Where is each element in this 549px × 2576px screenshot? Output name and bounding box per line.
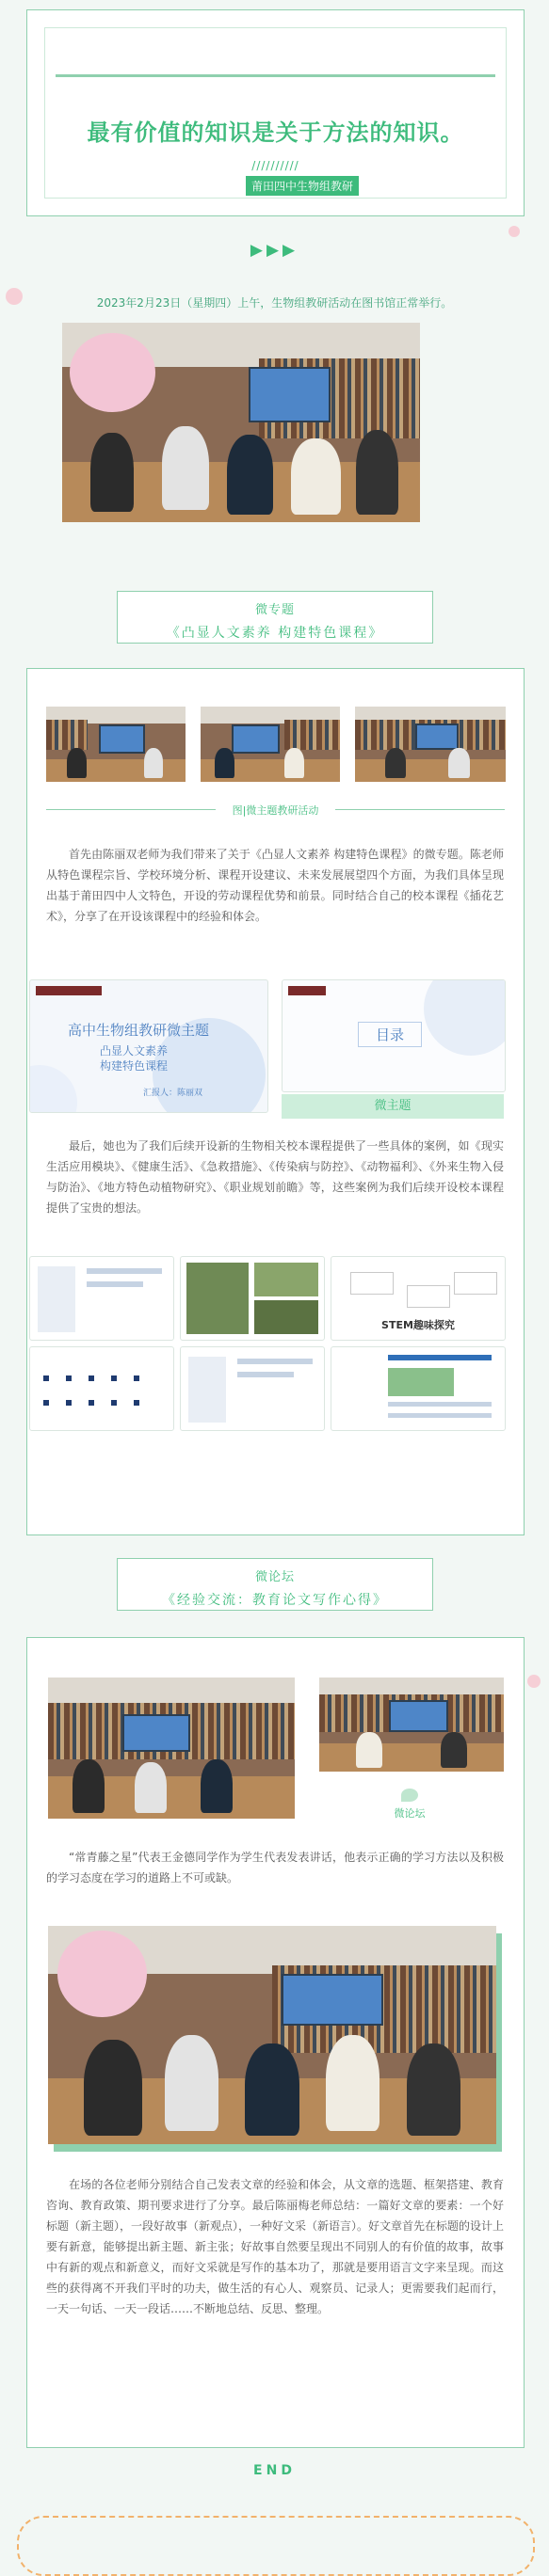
stem-label: STEM趣味探究 <box>381 1319 455 1331</box>
section1-para2: 最后，她也为了我们后续开设新的生物相关校本课程提供了一些具体的案例，如《现实生活应用模块》、《健康生活》、《急救措施》、《传染病与防控》、《动物福利》、《外来生物入侵与防治》、《地方特色动植物研究》、《职业规划前瞻》等，这些案例为我们后续开设校本课程提供了宝贵的想法。 <box>46 1139 504 1215</box>
title-top-rule <box>56 74 495 77</box>
headline: 最有价值的知识是关于方法的知识。 <box>87 119 464 146</box>
section1-caption-row <box>27 803 524 818</box>
section1-photo-1 <box>46 707 186 782</box>
case-slide-4 <box>29 1346 174 1431</box>
section2-para2: 在场的各位老师分别结合自己发表文章的经验和体会，从文章的选题、框架搭建、教育咨询、教育政策、期刊要求进行了分享。最后陈丽梅老师总结：一篇好文章的要素：一个好标题（新主题），一段好故事（新观点），一种好文采（新语言）。好文章首先在标题的设计上要有新意，能够提出新主题、新主张；好故事自然要呈现出不同别人的有价值的故事，故事中有新的观点和新意义，而好文采就是写作的基本功了，那就是要用语言文字来呈现。而这些的获得离不开我们平时的功夫，做生活的有心人、观察员、记录人；更需要我们起而行，一天一句话、一天一段话……不断地总结、反思、整理。 <box>46 2178 505 2315</box>
case-slide-5 <box>180 1346 325 1431</box>
case-slide-3 <box>331 1256 506 1341</box>
section2-photo-3 <box>48 1926 496 2144</box>
end-mark: END <box>253 2463 296 2478</box>
title-card <box>26 9 525 216</box>
section2-label-title: 《经验交流：教育论文写作心得》 <box>162 1593 388 1608</box>
section1-para1: 首先由陈丽双老师为我们带来了关于《凸显人文素养 构建特色课程》的微专题。陈老师从特色课程宗旨、学校环境分析、课程开设建议、未来发展展望四个方面，为我们具体呈现出基于莆田四中人文特色，开设的劳动课程优势和前景。同时结合自己的校本课程《插花艺术》，分享了在开设该课程中的经验和体会。 <box>46 848 504 923</box>
date-line: 2023年2月23日（星期四）上午，生物组教研活动在图书馆正常举行。 <box>96 296 453 310</box>
section1-photo-3 <box>355 707 506 782</box>
section2-label <box>117 1558 433 1611</box>
section2-caption-block <box>381 1789 438 1821</box>
section1-label-title: 《凸显人文素养 构建特色课程》 <box>166 626 384 641</box>
deco-petal <box>527 1675 541 1688</box>
slide-contents <box>282 979 506 1092</box>
section1-label-small: 微专题 <box>254 603 295 617</box>
section2-photo-2 <box>319 1678 504 1772</box>
title-slashes: ////////// <box>251 159 299 172</box>
slide-cover-reporter: 汇报人：陈丽双 <box>143 1089 203 1098</box>
slide-contents-title: 目录 <box>358 1022 422 1047</box>
slide-cover <box>29 979 268 1113</box>
case-slide-1 <box>29 1256 174 1341</box>
case-slide-2 <box>180 1256 325 1341</box>
slide-cover-title: 高中生物组教研微主题 <box>68 1022 210 1039</box>
section2-label-small: 微论坛 <box>254 1570 295 1584</box>
case-slide-6 <box>331 1346 506 1431</box>
section2-box <box>26 1637 525 2448</box>
title-card-inner-frame <box>44 27 507 199</box>
school-logo <box>36 986 102 995</box>
school-logo <box>288 986 326 995</box>
leaf-icon <box>401 1789 418 1802</box>
section2-caption: 微论坛 <box>394 1807 426 1820</box>
deco-petal <box>509 226 520 237</box>
section1-box <box>26 668 525 1535</box>
slide-cover-sub1: 凸显人文素养 <box>100 1044 169 1057</box>
footer-dashed-frame <box>17 2516 535 2576</box>
slide-cover-sub2: 构建特色课程 <box>100 1059 169 1073</box>
section1-photo-2 <box>201 707 340 782</box>
intro-photo <box>62 323 420 522</box>
section1-label <box>117 591 433 644</box>
section1-caption: 图|微主题教研活动 <box>232 804 319 817</box>
arrow-divider-icon: ▶▶▶ <box>250 241 299 260</box>
author-tag: 莆田四中生物组教研 <box>246 176 359 196</box>
slide-tag: 微主题 <box>282 1094 504 1119</box>
section2-photo-1 <box>48 1678 295 1819</box>
section2-para1: “常青藤之星”代表王金德同学作为学生代表发表讲话，他表示正确的学习方法以及积极的学习态度在学习的道路上不可或缺。 <box>46 1851 504 1884</box>
